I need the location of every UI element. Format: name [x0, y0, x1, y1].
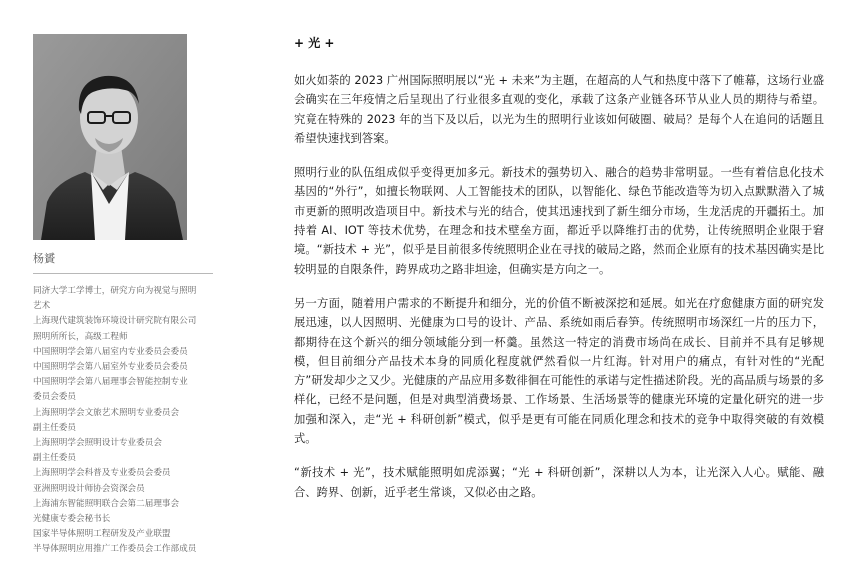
- bio-line: 中国照明学会第八届室外专业委员会委员: [33, 362, 188, 373]
- bio-line: 上海照明学会照明设计专业委员会: [33, 438, 162, 449]
- article-paragraph: 另一方面，随着用户需求的不断提升和细分，光的价值不断被深挖和延展。如光在疗愈健康方面的研究发展迅速，以人因照明、光健康为口号的设计、产品、系统如雨后春笋。传统照明市场深红一片的压力下，都期待在这个新兴的细分领域能分到一杯羹。虽然这一特定的消费市场尚在成长、目前并不具有足够规模，但目前细分产品技术本身的同质化程度就俨然看似一片红海。针对用户的痛点，有针对性的“光配方”研发却少之又少。光健康的产品应用多数徘徊在可能性的承诺与定性描述阶段。光的高品质与场景的多样化，已经不是问题，但是对典型消费场景、工作场景、生活场景等的健康光环境的定量化研究的进一步加强和深入，走“光 + 科研创新”模式，似乎是更有可能在同质化理念和技术的竞争中取得突破的有效模式。: [294, 296, 824, 446]
- article-body: [294, 34, 824, 517]
- bio-line: 上海照明学会科普及专业委员会委员: [33, 468, 171, 479]
- bio-line: 上海浦东智能照明联合会第二届理事会: [33, 498, 180, 509]
- article-paragraph: 如火如荼的 2023 广州国际照明展以“光 + 未来”为主题，在超高的人气和热度中落下了帷幕，这场行业盛会确实在三年疫情之后呈现出了行业很多直观的变化，承载了这条产业链各环节从业人员的期待与希望。究竟在特殊的 2023 年的当下及以后，以光为生的照明行业该如何破圈、破局？是每个人在追问的话题且希望快速找到答案。: [294, 74, 824, 145]
- bio-line: 照明所所长，高级工程师: [33, 331, 128, 342]
- sidebar-divider: [33, 273, 213, 274]
- bio-line: 半导体照明应用推广工作委员会工作部成员: [33, 544, 197, 555]
- bio-line: 上海照明学会文旅艺术照明专业委员会: [33, 407, 180, 418]
- bio-line: 副主任委员: [33, 453, 76, 464]
- bio-line: 国家半导体照明工程研发及产业联盟: [33, 529, 171, 540]
- bio-line: 艺术: [33, 301, 51, 312]
- bio-line: 光健康专委会秘书长: [33, 514, 111, 525]
- bio-line: 委员会委员: [33, 392, 76, 403]
- bio-line: 副主任委员: [33, 422, 76, 433]
- bio-line: 亚洲照明设计师协会资深会员: [33, 483, 145, 494]
- author-bio: [33, 284, 215, 558]
- author-sidebar: [33, 34, 215, 558]
- author-portrait: [33, 34, 187, 240]
- author-name: 杨贇: [33, 252, 55, 265]
- article-paragraph: “新技术 + 光”，技术赋能照明如虎添翼；“光 + 科研创新”，深耕以人为本，让光深入人心。赋能、融合、跨界、创新，近乎老生常谈，又似必由之路。: [294, 466, 824, 499]
- bio-line: 中国照明学会第八届理事会智能控制专业: [33, 377, 188, 388]
- bio-line: 同济大学工学博士，研究方向为视觉与照明: [33, 286, 197, 296]
- bio-line: 上海现代建筑装饰环境设计研究院有限公司: [33, 316, 197, 327]
- section-title: + 光 +: [294, 36, 335, 50]
- bio-line: 中国照明学会第八届室内专业委员会委员: [33, 346, 188, 357]
- article-paragraph: 照明行业的队伍组成似乎变得更加多元。新技术的强势切入、融合的趋势非常明显。一些有着信息化技术基因的“外行”，如擅长物联网、人工智能技术的团队，以智能化、绿色节能改造等为切入点默默潜入了城市更新的照明改造项目中。新技术与光的结合，使其迅速找到了新生细分市场，生龙活虎的开疆拓土。加持着 AI、IOT 等技术优势，在理念和技术壁垒方面，都近乎以降维打击的优势，让传统照明企业限于窘境。“新技术 + 光”，似乎是目前很多传统照明企业在寻找的破局之路，然而企业原有的技术基因确实是比较明显的自限条件，跨界成功之路非坦途，但确实是方向之一。: [294, 166, 824, 276]
